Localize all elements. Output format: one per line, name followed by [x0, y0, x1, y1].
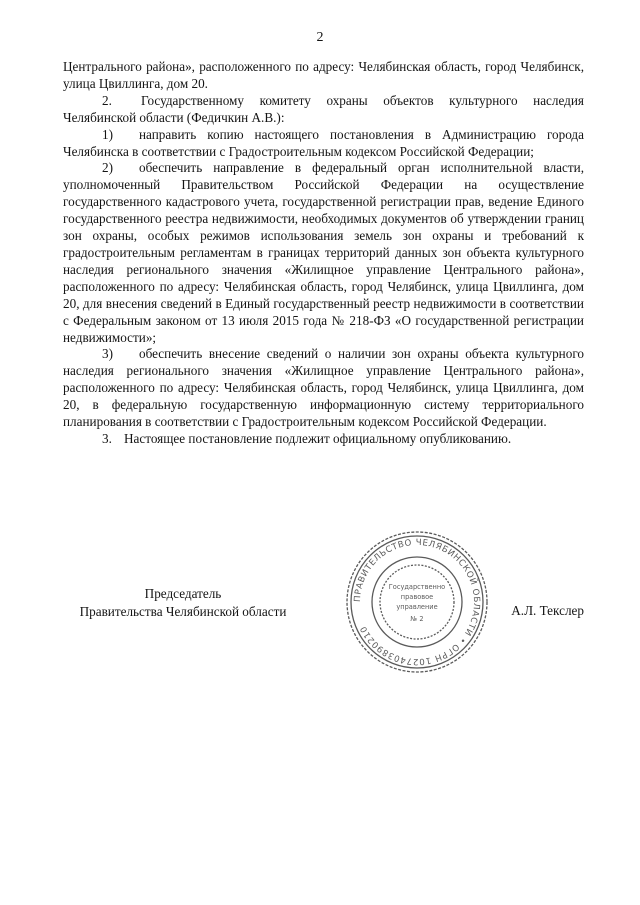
official-seal: [342, 527, 492, 677]
seal-outer-ring: [347, 532, 487, 672]
signatory-position-line-1: Председатель: [144, 586, 222, 601]
paragraph-text: Настоящее постановление подлежит официальному опубликованию.: [124, 430, 512, 446]
seal-ring-text: ПРАВИТЕЛЬСТВО ЧЕЛЯБИНСКОЙ ОБЛАСТИ • ОГРН 1027403890210: [352, 537, 482, 667]
subparagraph-number: 3): [102, 346, 113, 362]
seal-middle-ring: [351, 536, 483, 668]
subparagraph-item-1: [63, 127, 584, 161]
subparagraph-number: 2): [102, 160, 113, 176]
paragraph-number: 2.: [102, 92, 112, 108]
seal-center-line-2: правовое: [400, 593, 434, 601]
seal-center-line-4: № 2: [410, 615, 424, 623]
paragraph-text: Государственному комитету охраны объектов культурного наследия Челябинской области (Федичкин А.В.):: [63, 92, 584, 125]
signatory-position-line-2: Правительства Челябинской области: [79, 604, 287, 619]
seal-center-ring: [380, 565, 454, 639]
seal-center-line-3: управление: [396, 603, 438, 611]
subparagraph-item-2: [63, 160, 584, 346]
document-body: [63, 59, 584, 448]
subparagraph-number: 1): [102, 126, 113, 142]
subparagraph-text: обеспечить внесение сведений о наличии зон охраны объекта культурного наследия регионального значения «Жилищное управление Центрального района», расположенного по адресу: Челябинская область, город Челябинск, улица Цвиллинга, дом 20, в федеральную государственную информационную систему территориального планирования в соответствии с Градостроительным кодексом Российской Федерации.: [63, 346, 584, 430]
seal-center-line-1: Государственно: [388, 583, 446, 591]
paragraph-item-3: [63, 431, 584, 448]
paragraph-item-2: [63, 93, 584, 127]
signatory-position: [63, 585, 303, 621]
subparagraph-item-3: [63, 346, 584, 431]
subparagraph-text: обеспечить направление в федеральный орган исполнительной власти, уполномоченный Правительством Российской Федерации на осуществление государственного кадастрового учета, государственной регистрации прав, ведение Единого государственного реестра недвижимости, необходимых документов об утверждении границ зон охраны, особых режимов использования земель зон охраны и требований к градостроительным регламентам в границах территорий данных зон объекта культурного наследия регионального значения «Жилищное управление Центрального района», расположенного по адресу: Челябинская область, город Челябинск, улица Цвиллинга, дом 20, для внесения сведений в Единый государственный реестр недвижимости в соответствии с Федеральным законом от 13 июля 2015 года № 218-ФЗ «О государственной регистрации недвижимости»;: [63, 160, 584, 345]
page-number: 2: [316, 30, 324, 45]
signatory-name: А.Л. Текслер: [511, 603, 584, 618]
seal-inner-ring: [372, 557, 462, 647]
subparagraph-text: направить копию настоящего постановления в Администрацию города Челябинска в соответствии с Градостроительным кодексом Российской Федерации;: [63, 126, 584, 159]
paragraph-continuation: [63, 59, 584, 93]
paragraph-text: Центрального района», расположенного по адресу: Челябинская область, город Челябинск, улица Цвиллинга, дом 20.: [63, 59, 584, 91]
paragraph-number: 3.: [102, 430, 112, 446]
